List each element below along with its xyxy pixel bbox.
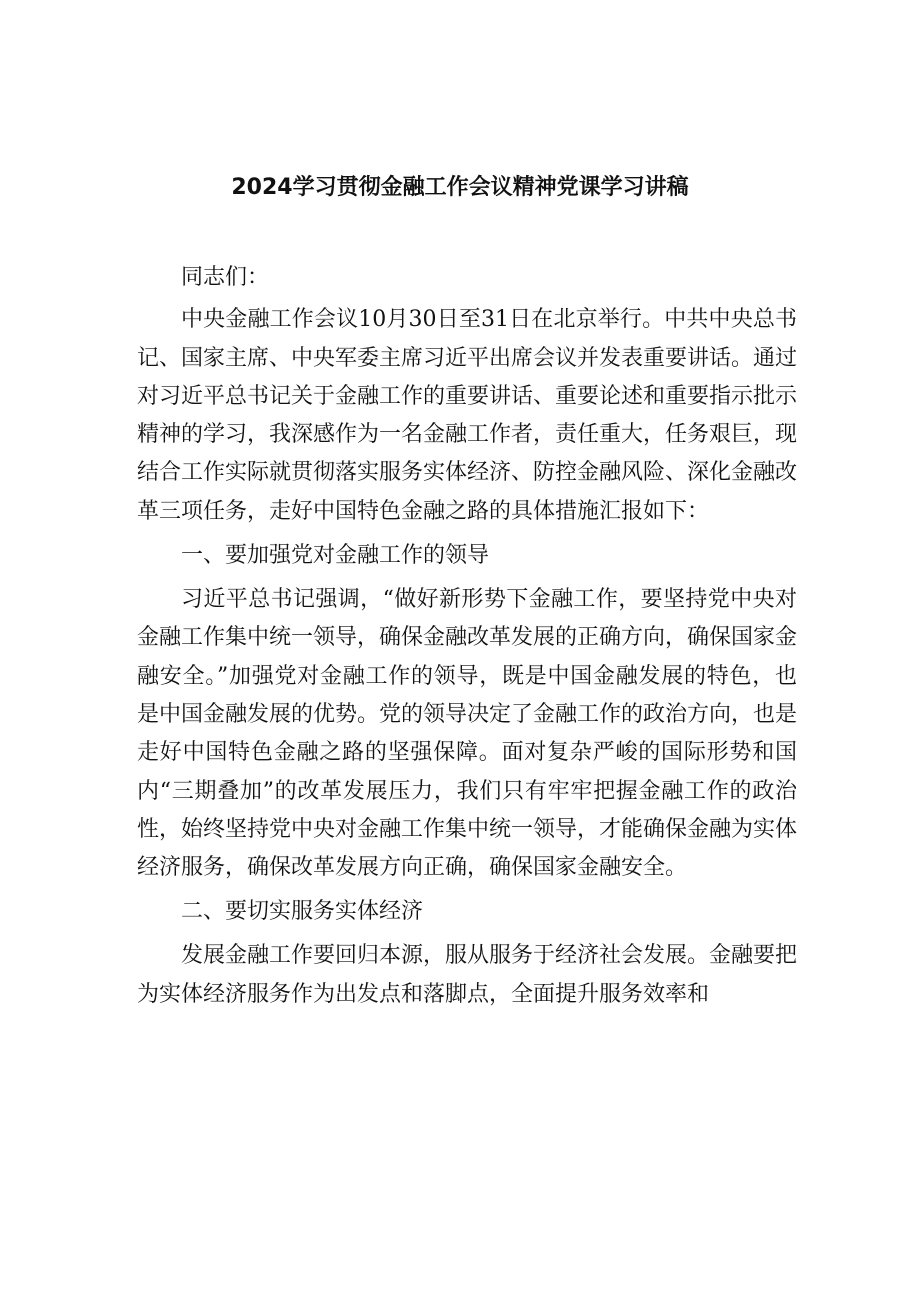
section-body-1: 习近平总书记强调，“做好新形势下金融工作，要坚持党中央对金融工作集中统一领导，确保金融改革发展的正确方向，确保国家金融安全。”加强党对金融工作的领导，既是中国金融发展的特色，也是中国金融发展的优势。党的领导决定了金融工作的政治方向，也是走好中国特色金融之路的坚强保障。面对复杂严峻的国际形势和国内“三期叠加”的改革发展压力，我们只有牢牢把握金融工作的政治性，始终坚持党中央对金融工作集中统一领导，才能确保金融为实体经济服务，确保改革发展方向正确，确保国家金融安全。 (137, 587, 798, 881)
document-title: 2024学习贯彻金融工作会议精神党课学习讲稿 (231, 175, 689, 200)
greeting: 同志们： (181, 265, 270, 290)
section-heading-1: 一、要加强党对金融工作的领导 (181, 543, 490, 569)
section-heading-2: 二、要切实服务实体经济 (181, 899, 424, 925)
section-body-2: 发展金融工作要回归本源，服从服务于经济社会发展。金融要把为实体经济服务作为出发点和落脚点，全面提升服务效率和 (137, 943, 798, 1007)
document-body (137, 259, 797, 1014)
intro-paragraph: 中央金融工作会议10月30日至31日在北京举行。中共中央总书记、国家主席、中央军委主席习近平出席会议并发表重要讲话。通过对习近平总书记关于金融工作的重要讲话、重要论述和重要指示批示精神的学习，我深感作为一名金融工作者，责任重大，任务艰巨，现结合工作实际就贯彻落实服务实体经济、防控金融风险、深化金融改革三项任务，走好中国特色金融之路的具体措施汇报如下： (137, 307, 798, 524)
